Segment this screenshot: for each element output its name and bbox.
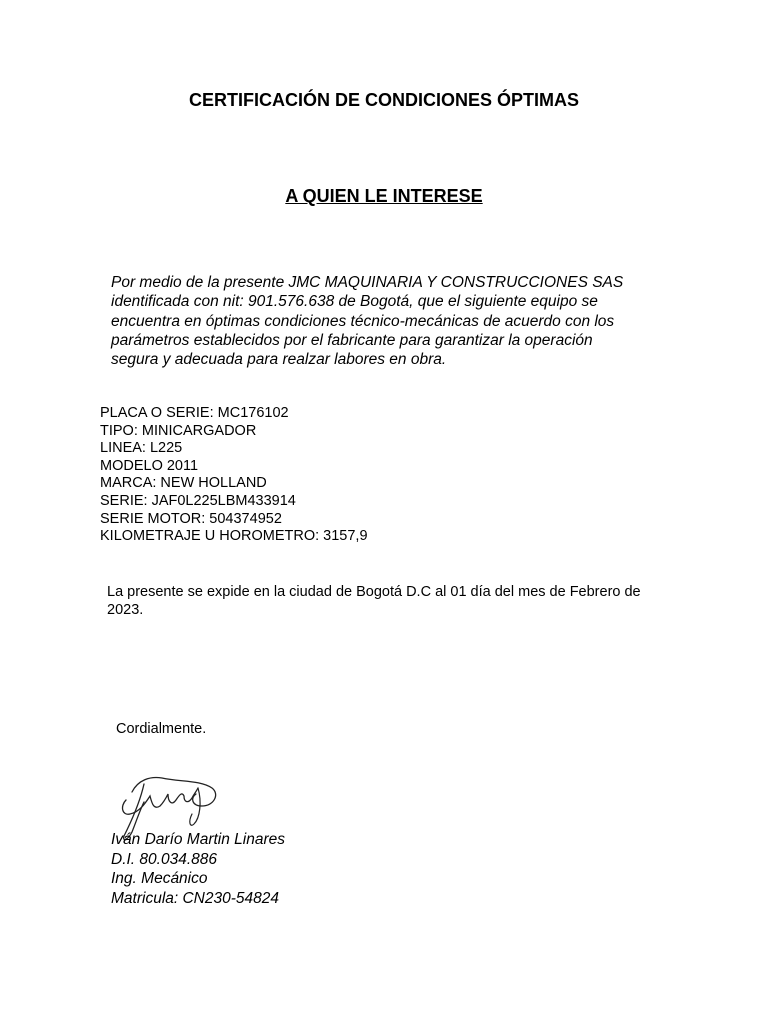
intro-paragraph: Por medio de la presente JMC MAQUINARIA Y CONSTRUCCIONES SAS identificada con nit: 901.576.638 de Bogotá, que el siguiente equipo se encuentra en óptimas condiciones técnico-mecánicas de acuerdo con los parámetros establecidos por el fabricante para garantizar la operación segura y adecuada para realzar labores en obra.	[111, 274, 624, 369]
spec-line: LINEA: L225	[100, 440, 183, 457]
signer-license: Matricula: CN230-54824	[111, 889, 280, 907]
spec-brand: MARCA: NEW HOLLAND	[100, 475, 267, 492]
document-title: CERTIFICACIÓN DE CONDICIONES ÓPTIMAS	[188, 90, 579, 110]
equipment-specs-list	[100, 405, 368, 546]
signer-block	[111, 830, 285, 908]
signer-role: Ing. Mecánico	[111, 870, 208, 888]
issue-statement: La presente se expide en la ciudad de Bogotá D.C al 01 día del mes de Febrero de 2023.	[107, 584, 641, 618]
spec-plate: PLACA O SERIE: MC176102	[100, 405, 289, 421]
spec-type: TIPO: MINICARGADOR	[100, 422, 257, 439]
signer-id: D.I. 80.034.886	[111, 850, 217, 868]
closing-text: Cordialmente.	[116, 721, 207, 737]
spec-serial: SERIE: JAF0L225LBM433914	[100, 492, 296, 509]
spec-engine-serial: SERIE MOTOR: 504374952	[100, 510, 282, 527]
spec-model: MODELO 2011	[100, 457, 199, 474]
salutation-heading: A QUIEN LE INTERESE	[285, 186, 483, 206]
spec-hour-meter: KILOMETRAJE U HOROMETRO: 3157,9	[100, 528, 368, 545]
signer-name: Iván Darío Martin Linares	[111, 831, 286, 848]
